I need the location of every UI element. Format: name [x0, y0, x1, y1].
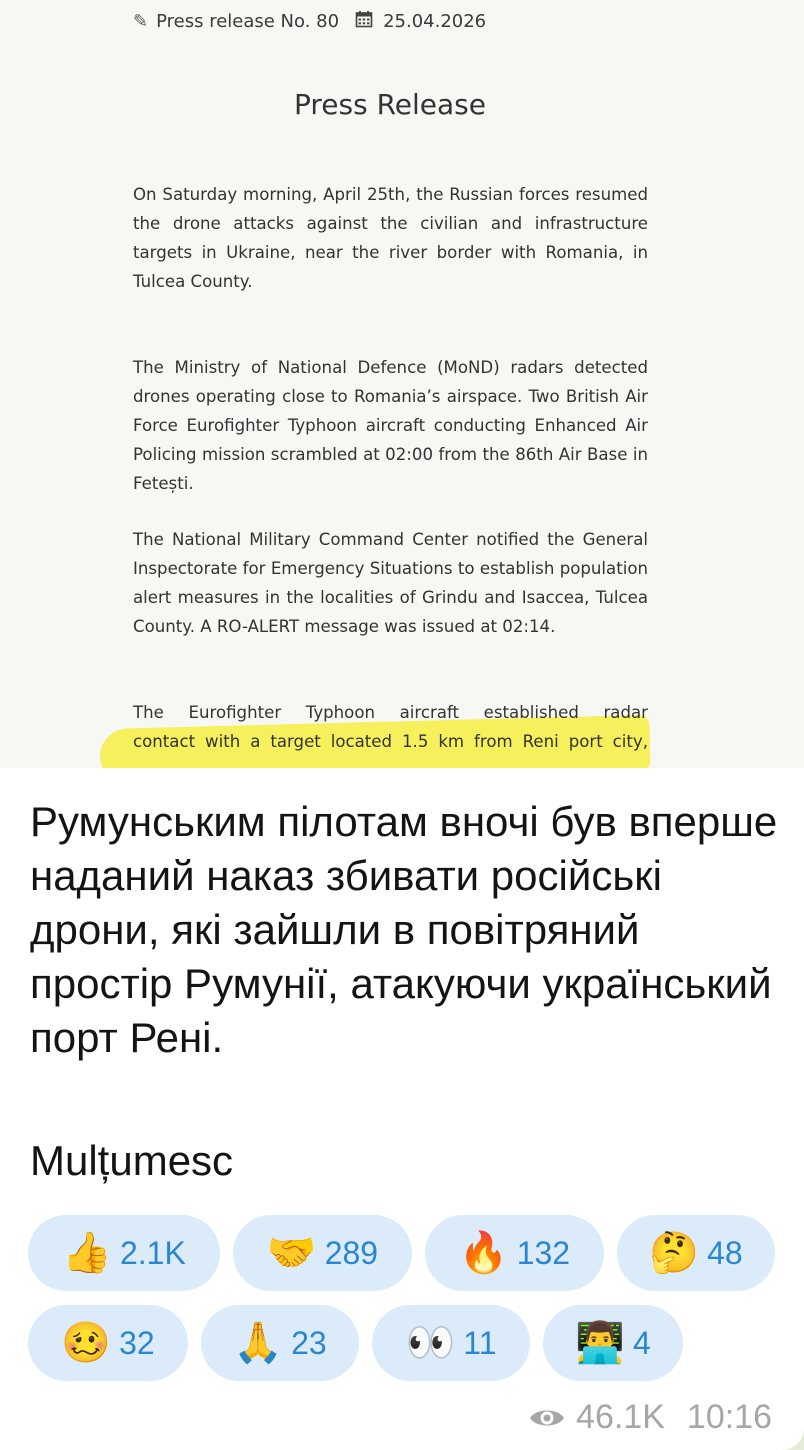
reaction-count: 23: [291, 1324, 327, 1361]
press-release-date: 25.04.2026: [383, 11, 487, 32]
press-release-header: [133, 10, 486, 33]
message-time: 10:16: [686, 1398, 772, 1436]
message-meta: [528, 1398, 772, 1437]
woozy-face-icon: 🥴: [61, 1321, 112, 1365]
reaction-fire[interactable]: [425, 1215, 604, 1291]
view-count: 46.1K: [576, 1398, 665, 1436]
thumbs-up-icon: 👍: [62, 1231, 112, 1275]
paragraph-3: The National Military Command Center notified the General Inspectorate for Emergency Situations to establish population alert measures in the localities of Grindu and Isaccea, Tulcea County. A RO-ALERT message was issued at 02:14.: [133, 530, 648, 636]
reactions-row-2: [28, 1305, 683, 1381]
reaction-count: 4: [633, 1324, 651, 1361]
calendar-icon: [355, 10, 373, 33]
reaction-handshake[interactable]: [233, 1215, 412, 1291]
paragraph-4-line-1: The Eurofighter Typhoon aircraft established radar: [133, 703, 648, 722]
press-release-number: Press release No. 80: [156, 11, 340, 32]
handshake-icon: 🤝: [266, 1231, 317, 1275]
reaction-eyes[interactable]: [372, 1305, 530, 1381]
edit-icon: ✎: [133, 11, 149, 32]
press-release-title: Press Release: [294, 88, 486, 121]
fire-icon: 🔥: [458, 1231, 509, 1275]
eyes-icon: 👀: [405, 1321, 456, 1365]
technologist-icon: 👨‍💻: [575, 1321, 625, 1365]
message-signoff: Mulțumesc: [30, 1137, 234, 1184]
reactions-row-1: [28, 1215, 775, 1291]
reaction-technologist[interactable]: [543, 1305, 683, 1381]
reaction-count: 132: [516, 1234, 571, 1271]
paragraph-4-line-2: contact with a target located 1.5 km from Reni port city,: [133, 732, 648, 751]
thinking-face-icon: 🤔: [649, 1231, 700, 1275]
reaction-count: 2.1K: [119, 1234, 186, 1271]
paragraph-1: On Saturday morning, April 25th, the Russian forces resumed the drone attacks against the civilian and infrastructure targets in Ukraine, near the river border with Romania, in Tulcea County.: [133, 185, 648, 291]
reaction-count: 289: [324, 1234, 379, 1271]
folded-hands-icon: 🙏: [233, 1321, 284, 1365]
reaction-woozy-face[interactable]: [28, 1305, 188, 1381]
message-text: Румунським пілотам вночі був вперше наданий наказ збивати російські дрони, які зайшли в повітряний простір Румунії, атакуючи український порт Рені.: [30, 798, 778, 1061]
reaction-thumbs-up[interactable]: [28, 1215, 220, 1291]
reaction-count: 11: [463, 1324, 497, 1361]
reaction-folded-hands[interactable]: [201, 1305, 359, 1381]
reaction-count: 32: [119, 1324, 155, 1361]
reaction-thinking-face[interactable]: [617, 1215, 775, 1291]
reaction-count: 48: [707, 1234, 743, 1271]
paragraph-2: The Ministry of National Defence (MoND) radars detected drones operating close to Romania’s airspace. Two British Air Force Eurofighter Typhoon aircraft conducting Enhanced Air Policing mission scrambled at 02:00 from the 86th Air Base in Fetești.: [133, 358, 648, 493]
eye-icon: [528, 1405, 566, 1431]
